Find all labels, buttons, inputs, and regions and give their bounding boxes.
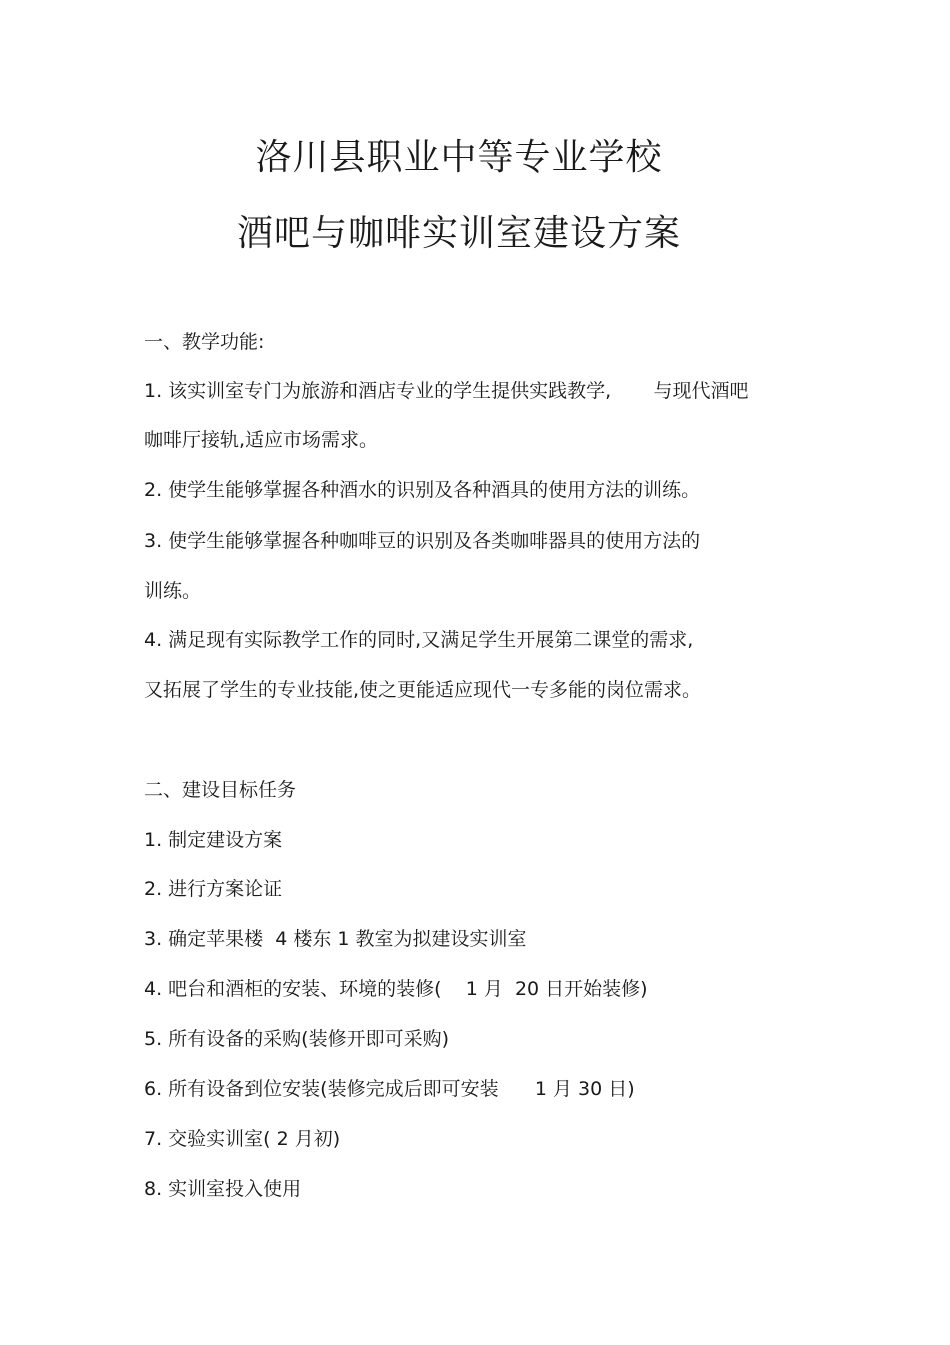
- list-item: 5. 所有设备的采购(装修开即可采购): [144, 1028, 449, 1050]
- list-item: 3. 确定苹果楼 4 楼东 1 教室为拟建设实训室: [144, 928, 527, 950]
- document-title-plan: 酒吧与咖啡实训室建设方案: [236, 213, 681, 254]
- list-item: 2. 进行方案论证: [144, 878, 283, 900]
- paragraph-line: 训练。: [144, 580, 202, 602]
- paragraph-line: 2. 使学生能够掌握各种酒水的识别及各种酒具的使用方法的训练。: [144, 479, 701, 501]
- document-title-school: 洛川县职业中等专业学校: [255, 137, 663, 178]
- paragraph-line: 3. 使学生能够掌握各种咖啡豆的识别及各类咖啡器具的使用方法的: [144, 530, 701, 552]
- section-heading-teaching-functions: 一、教学功能:: [144, 331, 265, 353]
- paragraph-line: 1. 该实训室专门为旅游和酒店专业的学生提供实践教学, 与现代酒吧: [144, 380, 749, 402]
- paragraph-line: 又拓展了学生的专业技能,使之更能适应现代一专多能的岗位需求。: [144, 679, 702, 701]
- list-item: 1. 制定建设方案: [144, 829, 283, 851]
- list-item: 6. 所有设备到位安装(装修完成后即可安装 1 月 30 日): [144, 1078, 635, 1100]
- paragraph-line: 4. 满足现有实际教学工作的同时,又满足学生开展第二课堂的需求,: [144, 629, 694, 651]
- list-item: 7. 交验实训室( 2 月初): [144, 1128, 341, 1150]
- list-item: 4. 吧台和酒柜的安装、环境的装修( 1 月 20 日开始装修): [144, 978, 648, 1000]
- list-item: 8. 实训室投入使用: [144, 1178, 302, 1200]
- paragraph-line: 咖啡厅接轨,适应市场需求。: [144, 429, 379, 451]
- section-heading-construction-goals: 二、建设目标任务: [144, 779, 297, 801]
